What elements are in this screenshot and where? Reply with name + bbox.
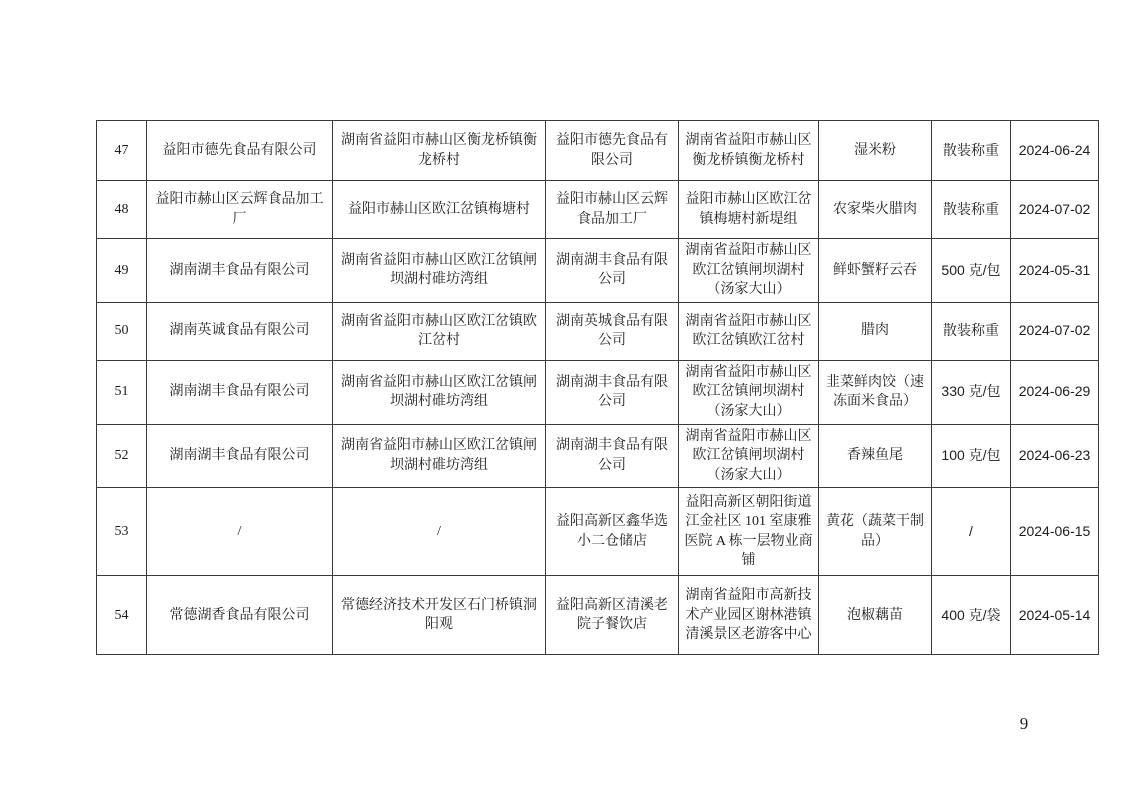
table-cell: 51 <box>97 360 147 424</box>
table-cell: 鲜虾蟹籽云吞 <box>819 239 932 303</box>
table-cell: 腊肉 <box>819 302 932 360</box>
table-cell: 湖南省益阳市赫山区衡龙桥镇衡龙桥村 <box>679 121 819 181</box>
table-row <box>97 239 1099 303</box>
table-cell: 泡椒藕苗 <box>819 576 932 655</box>
table-cell: 2024-05-31 <box>1011 239 1099 303</box>
table-row <box>97 576 1099 655</box>
table-cell: 益阳高新区清溪老院子餐饮店 <box>546 576 679 655</box>
table-cell: 400 克/袋 <box>932 576 1011 655</box>
table-cell: 散装称重 <box>932 181 1011 239</box>
table-cell: 2024-06-15 <box>1011 488 1099 576</box>
table-cell: 益阳市赫山区欧江岔镇梅塘村 <box>333 181 546 239</box>
table-cell: 53 <box>97 488 147 576</box>
table-cell: 47 <box>97 121 147 181</box>
table-cell: 益阳高新区鑫华选小二仓储店 <box>546 488 679 576</box>
table-cell: 湖南省益阳市赫山区欧江岔镇欧江岔村 <box>333 302 546 360</box>
table-cell: 湖南湖丰食品有限公司 <box>546 360 679 424</box>
table-row <box>97 121 1099 181</box>
page-number: 9 <box>1019 714 1029 733</box>
table-cell: 黄花（蔬菜干制品） <box>819 488 932 576</box>
table-cell: 湖南湖丰食品有限公司 <box>147 424 333 488</box>
table-cell: 2024-06-24 <box>1011 121 1099 181</box>
table-cell: 益阳市德先食品有限公司 <box>546 121 679 181</box>
table-cell: 48 <box>97 181 147 239</box>
table-cell: 500 克/包 <box>932 239 1011 303</box>
table-cell: 湖南湖丰食品有限公司 <box>147 360 333 424</box>
table-cell: 益阳市赫山区欧江岔镇梅塘村新堤组 <box>679 181 819 239</box>
table-cell: 湖南英城食品有限公司 <box>546 302 679 360</box>
table-cell: 54 <box>97 576 147 655</box>
table-cell: 常德经济技术开发区石门桥镇洞阳观 <box>333 576 546 655</box>
table-cell: 常德湖香食品有限公司 <box>147 576 333 655</box>
table-cell: 50 <box>97 302 147 360</box>
table-cell: 2024-06-29 <box>1011 360 1099 424</box>
table-cell: 湖南省益阳市赫山区欧江岔镇闸坝湖村碓坊湾组 <box>333 360 546 424</box>
table-row <box>97 302 1099 360</box>
table-cell: 湖南省益阳市赫山区欧江岔镇闸坝湖村（汤家大山） <box>679 424 819 488</box>
table-cell: 益阳市赫山区云辉食品加工厂 <box>147 181 333 239</box>
table-cell: 益阳高新区朝阳街道江金社区 101 室康雅医院 A 栋一层物业商铺 <box>679 488 819 576</box>
table-cell: / <box>932 488 1011 576</box>
table-cell: 100 克/包 <box>932 424 1011 488</box>
table-cell: 湖南省益阳市赫山区欧江岔镇闸坝湖村（汤家大山） <box>679 239 819 303</box>
table-cell: 52 <box>97 424 147 488</box>
table-cell: 湖南湖丰食品有限公司 <box>546 239 679 303</box>
table-cell: 韭菜鲜肉饺（速冻面米食品） <box>819 360 932 424</box>
table-cell: 2024-06-23 <box>1011 424 1099 488</box>
table-row <box>97 181 1099 239</box>
products-table-body <box>97 121 1099 655</box>
products-table <box>96 120 1099 655</box>
table-cell: / <box>147 488 333 576</box>
table-cell: 湿米粉 <box>819 121 932 181</box>
table-cell: / <box>333 488 546 576</box>
table-row <box>97 424 1099 488</box>
table-cell: 香辣鱼尾 <box>819 424 932 488</box>
table-cell: 湖南省益阳市赫山区欧江岔镇闸坝湖村碓坊湾组 <box>333 424 546 488</box>
table-cell: 49 <box>97 239 147 303</box>
table-cell: 益阳市赫山区云辉食品加工厂 <box>546 181 679 239</box>
table-cell: 湖南湖丰食品有限公司 <box>147 239 333 303</box>
table-cell: 农家柴火腊肉 <box>819 181 932 239</box>
table-cell: 湖南省益阳市赫山区欧江岔镇闸坝湖村（汤家大山） <box>679 360 819 424</box>
table-cell: 330 克/包 <box>932 360 1011 424</box>
table-cell: 2024-07-02 <box>1011 181 1099 239</box>
table-cell: 湖南省益阳市高新技术产业园区谢林港镇清溪景区老游客中心 <box>679 576 819 655</box>
table-cell: 2024-05-14 <box>1011 576 1099 655</box>
table-cell: 湖南英诚食品有限公司 <box>147 302 333 360</box>
table-cell: 散装称重 <box>932 121 1011 181</box>
table-row <box>97 360 1099 424</box>
table-cell: 益阳市德先食品有限公司 <box>147 121 333 181</box>
table-cell: 2024-07-02 <box>1011 302 1099 360</box>
table-row <box>97 488 1099 576</box>
table-cell: 散装称重 <box>932 302 1011 360</box>
table-cell: 湖南省益阳市赫山区衡龙桥镇衡龙桥村 <box>333 121 546 181</box>
table-cell: 湖南省益阳市赫山区欧江岔镇欧江岔村 <box>679 302 819 360</box>
table-cell: 湖南省益阳市赫山区欧江岔镇闸坝湖村碓坊湾组 <box>333 239 546 303</box>
table-cell: 湖南湖丰食品有限公司 <box>546 424 679 488</box>
